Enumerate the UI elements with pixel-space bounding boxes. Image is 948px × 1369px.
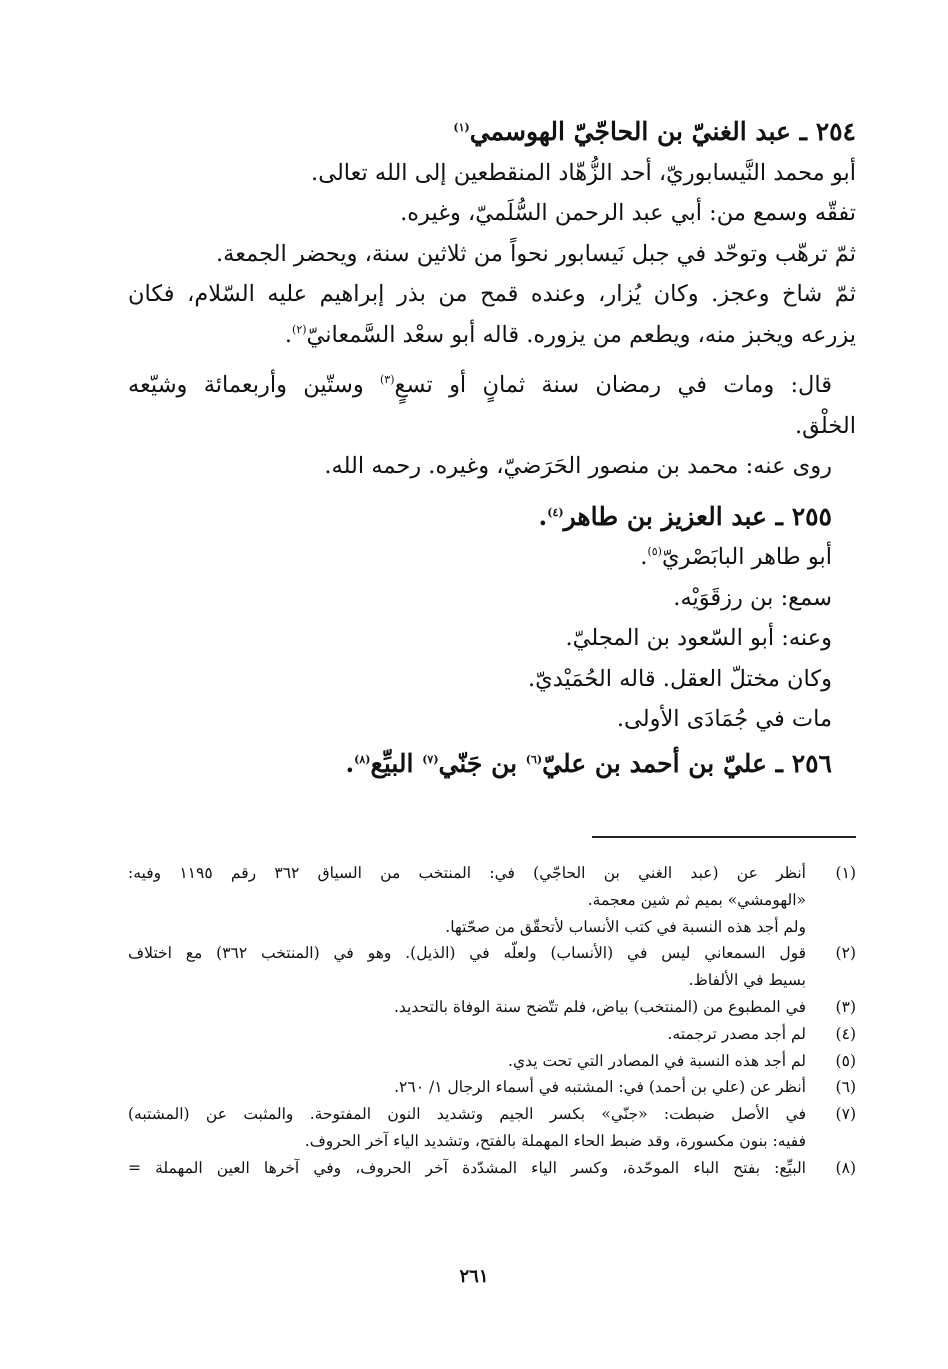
footnote-line: قول السمعاني ليس في (الأنساب) ولعلّه في (الذيل). وهو في (المنتخب ٣٦٢) مع اختلاف	[128, 944, 806, 963]
entry-254-line-4: ثمّ شاخ وعجز. وكان يُزار، وعنده قمح من بذر إبراهيم عليه السّلام، فكان	[128, 281, 856, 307]
footnote-number: (٥)	[835, 1051, 856, 1070]
footnote-text	[128, 1021, 806, 1048]
footnote-ref-2: (٢)	[292, 322, 307, 336]
footnote-item	[128, 1048, 856, 1075]
footnote-line: «الهومشي» بميم ثم شين معجمة.	[587, 890, 806, 909]
entry-254-title: ٢٥٤ ـ عبد الغنيّ بن الحاجّيّ الهوسمي	[469, 117, 856, 146]
footnote-ref-7: (٧)	[422, 752, 439, 766]
footnote-ref-6: (٦)	[525, 752, 543, 766]
footnote-ref-3: (٣)	[379, 373, 395, 386]
footnote-ref-5: (٥)	[647, 545, 662, 558]
footnote-line: بسيط في الألفاظ.	[688, 971, 806, 990]
entry-256-title-c: البيِّع	[370, 748, 423, 778]
paragraph-gap	[128, 487, 856, 497]
footnote-number: (١)	[835, 864, 856, 882]
footnote-item	[128, 994, 856, 1021]
footnotes	[128, 860, 856, 1182]
footnote-ref-4: (٤)	[547, 505, 564, 519]
footnote-line: لم أجد هذه النسبة في المصادر التي تحت يدي.	[508, 1051, 806, 1070]
footnote-line: البيِّع: بفتح الباء الموحّدة، وكسر الياء المشدّدة آخر الحروف، وفي آخرها العين المهملة =	[128, 1158, 806, 1177]
entry-255-line-4: وكان مختلّ العقل. قاله الحُمَيْديّ.	[527, 665, 832, 692]
footnote-number: (٨)	[835, 1158, 856, 1177]
footnote-line: في المطبوع من (المنتخب) بياض، فلم تتّضح سنة الوفاة بالتحديد.	[393, 997, 806, 1016]
entry-254-line-2: تفقّه وسمع من: أبي عبد الرحمن السُّلَميّ، وغيره.	[400, 200, 856, 226]
footnote-item	[128, 860, 856, 940]
entry-255-title: ٢٥٥ ـ عبد العزيز بن طاهر	[563, 501, 832, 531]
entry-254-line-6-text-a: قال: ومات في رمضان سنة ثمانٍ أو تسعٍ	[394, 372, 833, 398]
footnote-item	[128, 940, 856, 994]
footnote-number: (٣)	[835, 997, 856, 1016]
entry-256-heading	[128, 744, 856, 785]
entry-254-line-6	[128, 365, 856, 406]
entry-256-title-end: .	[345, 748, 355, 778]
footnote-line: أنظر عن (علي بن أحمد) في: المشتبه في أسماء الرجال ١/ ٢٦٠.	[394, 1078, 806, 1097]
footnote-text	[128, 860, 806, 940]
entry-254-line-5	[128, 315, 856, 356]
footnote-text	[128, 1074, 806, 1101]
footnote-line: ففيه: بنون مكسورة، وقد ضبط الحاء المهملة بالفتح، وتشديد الياء آخر الحروف.	[304, 1131, 806, 1150]
paragraph-gap	[128, 355, 856, 365]
footnote-item	[128, 1101, 856, 1155]
entry-255-line-1-text: أبو طاهر البابَصْريّ	[661, 544, 832, 570]
footnote-number: (٤)	[835, 1024, 856, 1043]
footnote-line: لم أجد مصدر ترجمته.	[667, 1024, 806, 1043]
footnote-number: (٢)	[835, 944, 856, 963]
entry-255-line-1-end: .	[640, 544, 648, 570]
entry-254-line-8: روى عنه: محمد بن منصور الحَرَضيّ، وغيره. رحمه الله.	[324, 453, 832, 479]
entry-254-line-5-end: .	[284, 321, 293, 348]
entry-254-line-3: ثمّ ترهّب وتوحّد في جبل نَيسابور نحواً من ثلاثين سنة، ويحضر الجمعة.	[216, 240, 856, 267]
entry-255-line-3: وعنه: أبو السّعود بن المجليّ.	[565, 625, 832, 651]
footnote-text	[128, 1155, 806, 1182]
entry-254-line-7: الخلْق.	[795, 412, 856, 439]
footnote-line: في الأصل ضبطت: «جنّي» بكسر الجيم وتشديد النون المفتوحة. والمثبت عن (المشتبه)	[128, 1105, 806, 1124]
entry-255-heading	[128, 497, 856, 538]
footnote-text	[128, 940, 806, 994]
page-number: ٢٦١	[459, 1266, 489, 1287]
footnote-text	[128, 994, 806, 1021]
footnote-text	[128, 1101, 806, 1155]
entry-254-heading	[128, 112, 856, 153]
entry-254-line-6-text-b: وستّين وأربعمائة وشيّعه	[128, 372, 380, 398]
entry-256-title-b: بن جَنّي	[438, 748, 526, 778]
entry-255-line-2: سمع: بن رزقَوَيْه.	[673, 584, 832, 611]
footnote-item	[128, 1155, 856, 1182]
entry-255-title-end: .	[538, 501, 548, 531]
footnote-ref-1: (١)	[453, 121, 470, 134]
footnote-number: (٦)	[835, 1078, 856, 1097]
entry-256-title-a: ٢٥٦ ـ عليّ بن أحمد بن عليّ	[542, 748, 832, 778]
footnote-item	[128, 1074, 856, 1101]
entry-255-line-5: مات في جُمَادَى الأولى.	[616, 706, 832, 732]
footnote-separator	[592, 836, 856, 838]
footnote-item	[128, 1021, 856, 1048]
entry-254-line-1: أبو محمد النَّيسابوريّ، أحد الزُّهّاد المنقطعين إلى الله تعالى.	[311, 159, 856, 186]
footnote-number: (٧)	[835, 1105, 856, 1124]
footnote-ref-8: (٨)	[354, 752, 371, 766]
entry-255-line-1	[128, 537, 856, 578]
footnote-line: أنظر عن (عبد الغني بن الحاجّي) في: المنتخب من السياق ٣٦٢ رقم ١١٩٥ وفيه:	[128, 864, 806, 882]
entry-254-line-5-text: يزرعه ويخبز منه، ويطعم من يزوره. قاله أبو سعْد السَّمعانيّ	[306, 321, 856, 348]
footnote-line: ولم أجد هذه النسبة في كتب الأنساب لأتحقّق من صحّتها.	[445, 917, 806, 936]
footnote-text	[128, 1048, 806, 1075]
main-text	[128, 112, 856, 784]
